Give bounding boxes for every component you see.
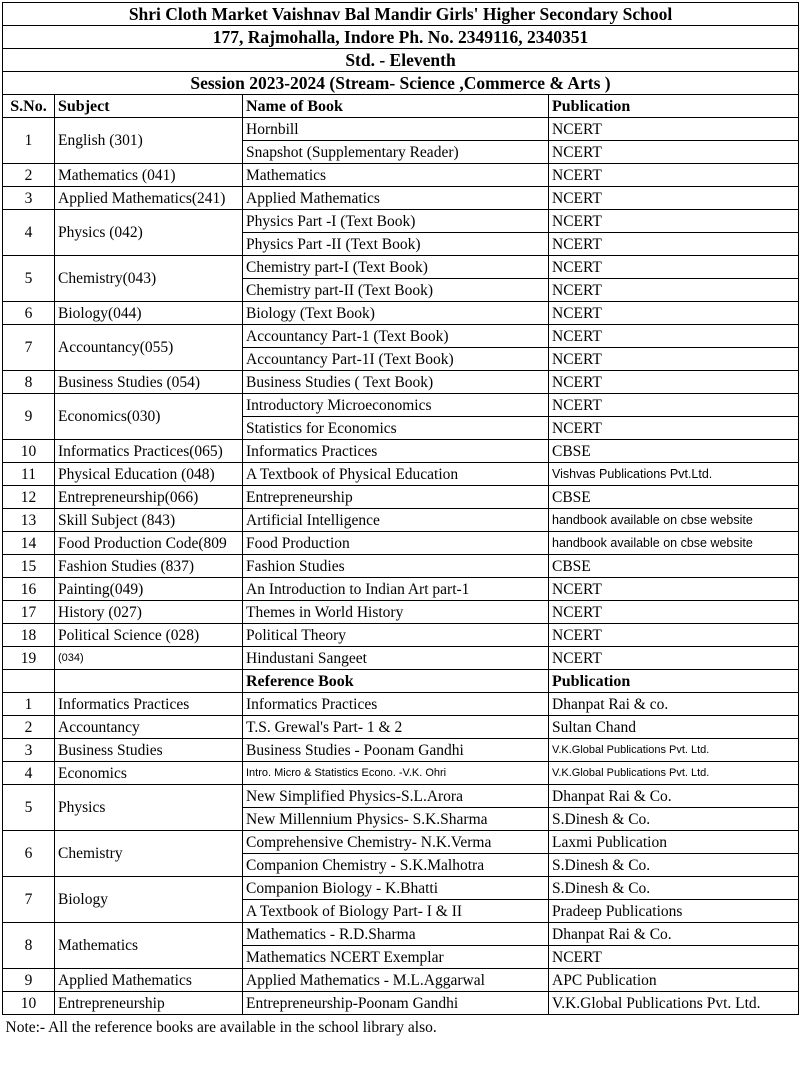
reference-publication-header: Publication <box>549 670 799 693</box>
serial-number: 3 <box>3 739 55 762</box>
serial-number: 5 <box>3 785 55 831</box>
serial-number: 17 <box>3 601 55 624</box>
serial-number: 2 <box>3 716 55 739</box>
serial-number: 9 <box>3 394 55 440</box>
reference-book-row <box>3 693 799 716</box>
book-name: Mathematics - R.D.Sharma <box>243 923 549 946</box>
publication-name: NCERT <box>549 578 799 601</box>
book-name: An Introduction to Indian Art part-1 <box>243 578 549 601</box>
serial-number: 8 <box>3 923 55 969</box>
publication-name: S.Dinesh & Co. <box>549 877 799 900</box>
textbook-row <box>3 624 799 647</box>
column-header-row <box>3 95 799 118</box>
book-name: New Simplified Physics-S.L.Arora <box>243 785 549 808</box>
serial-number: 19 <box>3 647 55 670</box>
serial-number: 18 <box>3 624 55 647</box>
publication-name: NCERT <box>549 164 799 187</box>
subject-name: Economics <box>55 762 243 785</box>
serial-number: 6 <box>3 831 55 877</box>
serial-number: 4 <box>3 762 55 785</box>
publication-name: Pradeep Publications <box>549 900 799 923</box>
serial-number: 1 <box>3 693 55 716</box>
subject-name: Skill Subject (843) <box>55 509 243 532</box>
book-name: Business Studies - Poonam Gandhi <box>243 739 549 762</box>
book-name: Political Theory <box>243 624 549 647</box>
book-name: Chemistry part-I (Text Book) <box>243 256 549 279</box>
publication-name: NCERT <box>549 394 799 417</box>
book-name: New Millennium Physics- S.K.Sharma <box>243 808 549 831</box>
subject-name: Food Production Code(809 <box>55 532 243 555</box>
serial-number: 9 <box>3 969 55 992</box>
subject-name: Mathematics (041) <box>55 164 243 187</box>
book-name: Accountancy Part-1 (Text Book) <box>243 325 549 348</box>
publication-name: NCERT <box>549 417 799 440</box>
subject-header: Subject <box>55 95 243 118</box>
subject-name: Accountancy(055) <box>55 325 243 371</box>
book-name: A Textbook of Physical Education <box>243 463 549 486</box>
book-name: Entrepreneurship-Poonam Gandhi <box>243 992 549 1015</box>
serial-number: 12 <box>3 486 55 509</box>
book-name: Informatics Practices <box>243 693 549 716</box>
reference-book-row <box>3 831 799 854</box>
publication-name: NCERT <box>549 302 799 325</box>
publication-name: Sultan Chand <box>549 716 799 739</box>
textbook-row <box>3 486 799 509</box>
subject-name: Physical Education (048) <box>55 463 243 486</box>
publication-name: Dhanpat Rai & Co. <box>549 785 799 808</box>
book-name: Intro. Micro & Statistics Econo. -V.K. Ohri <box>243 762 549 785</box>
note-row <box>3 1015 799 1040</box>
publication-name: Dhanpat Rai & Co. <box>549 923 799 946</box>
reference-book-row <box>3 716 799 739</box>
reference-book-row <box>3 739 799 762</box>
publication-name: V.K.Global Publications Pvt. Ltd. <box>549 992 799 1015</box>
book-name: Hindustani Sangeet <box>243 647 549 670</box>
textbook-row <box>3 187 799 210</box>
publication-name: V.K.Global Publications Pvt. Ltd. <box>549 739 799 762</box>
publication-name: NCERT <box>549 118 799 141</box>
publication-name: NCERT <box>549 371 799 394</box>
school-address: 177, Rajmohalla, Indore Ph. No. 2349116, 2340351 <box>3 26 799 49</box>
book-name: Accountancy Part-1I (Text Book) <box>243 348 549 371</box>
textbook-row <box>3 371 799 394</box>
publication-name: NCERT <box>549 279 799 302</box>
book-name: Applied Mathematics <box>243 187 549 210</box>
reference-book-row <box>3 877 799 900</box>
publication-name: NCERT <box>549 601 799 624</box>
publication-name: S.Dinesh & Co. <box>549 808 799 831</box>
subject-name: Fashion Studies (837) <box>55 555 243 578</box>
publication-name: CBSE <box>549 486 799 509</box>
publication-name: NCERT <box>549 325 799 348</box>
serial-number: 4 <box>3 210 55 256</box>
book-name: Fashion Studies <box>243 555 549 578</box>
publication-name: NCERT <box>549 348 799 371</box>
publication-name: Vishvas Publications Pvt.Ltd. <box>549 463 799 486</box>
reference-book-row <box>3 923 799 946</box>
textbook-row <box>3 118 799 141</box>
subject-name: Entrepreneurship(066) <box>55 486 243 509</box>
serial-number: 15 <box>3 555 55 578</box>
subject-name: Informatics Practices(065) <box>55 440 243 463</box>
reference-book-row <box>3 785 799 808</box>
reference-book-header: Reference Book <box>243 670 549 693</box>
sno-header: S.No. <box>3 95 55 118</box>
publication-name: V.K.Global Publications Pvt. Ltd. <box>549 762 799 785</box>
book-name: A Textbook of Biology Part- I & II <box>243 900 549 923</box>
textbook-row <box>3 210 799 233</box>
booklist-table <box>2 2 799 1039</box>
subject-name: Accountancy <box>55 716 243 739</box>
reference-sno-header <box>3 670 55 693</box>
book-name: Business Studies ( Text Book) <box>243 371 549 394</box>
publication-name: Dhanpat Rai & co. <box>549 693 799 716</box>
school-name: Shri Cloth Market Vaishnav Bal Mandir Girls' Higher Secondary School <box>3 3 799 26</box>
publication-name: NCERT <box>549 233 799 256</box>
school-name-row <box>3 3 799 26</box>
serial-number: 11 <box>3 463 55 486</box>
publication-name: Laxmi Publication <box>549 831 799 854</box>
publication-header: Publication <box>549 95 799 118</box>
session-row <box>3 72 799 95</box>
textbook-row <box>3 256 799 279</box>
textbook-row <box>3 555 799 578</box>
reference-book-row <box>3 992 799 1015</box>
publication-name: CBSE <box>549 440 799 463</box>
book-name: Comprehensive Chemistry- N.K.Verma <box>243 831 549 854</box>
reference-subject-header <box>55 670 243 693</box>
publication-name: APC Publication <box>549 969 799 992</box>
library-note: Note:- All the reference books are available in the school library also. <box>5 1018 437 1036</box>
book-name: Physics Part -I (Text Book) <box>243 210 549 233</box>
serial-number: 8 <box>3 371 55 394</box>
book-header: Name of Book <box>243 95 549 118</box>
subject-name: English (301) <box>55 118 243 164</box>
textbook-row <box>3 164 799 187</box>
subject-name: Business Studies (054) <box>55 371 243 394</box>
subject-name: Physics <box>55 785 243 831</box>
subject-name: Applied Mathematics(241) <box>55 187 243 210</box>
standard-title: Std. - Eleventh <box>3 49 799 72</box>
textbook-row <box>3 578 799 601</box>
book-name: Chemistry part-II (Text Book) <box>243 279 549 302</box>
subject-name: Economics(030) <box>55 394 243 440</box>
serial-number: 5 <box>3 256 55 302</box>
textbook-row <box>3 647 799 670</box>
book-name: Companion Chemistry - S.K.Malhotra <box>243 854 549 877</box>
subject-name: Informatics Practices <box>55 693 243 716</box>
subject-name: Biology <box>55 877 243 923</box>
subject-name: Political Science (028) <box>55 624 243 647</box>
serial-number: 3 <box>3 187 55 210</box>
subject-name: Chemistry(043) <box>55 256 243 302</box>
publication-name: NCERT <box>549 210 799 233</box>
serial-number: 6 <box>3 302 55 325</box>
textbook-row <box>3 532 799 555</box>
book-name: Statistics for Economics <box>243 417 549 440</box>
subject-name: Physics (042) <box>55 210 243 256</box>
school-address-row <box>3 26 799 49</box>
book-name: Themes in World History <box>243 601 549 624</box>
serial-number: 10 <box>3 992 55 1015</box>
publication-name: NCERT <box>549 624 799 647</box>
serial-number: 10 <box>3 440 55 463</box>
booklist-body <box>3 3 799 1040</box>
textbook-row <box>3 302 799 325</box>
book-name: Companion Biology - K.Bhatti <box>243 877 549 900</box>
serial-number: 16 <box>3 578 55 601</box>
textbook-row <box>3 463 799 486</box>
publication-name: handbook available on cbse website <box>549 509 799 532</box>
subject-name: Business Studies <box>55 739 243 762</box>
publication-name: NCERT <box>549 141 799 164</box>
serial-number: 1 <box>3 118 55 164</box>
textbook-row <box>3 325 799 348</box>
book-name: Biology (Text Book) <box>243 302 549 325</box>
publication-name: NCERT <box>549 647 799 670</box>
serial-number: 7 <box>3 877 55 923</box>
subject-name: Chemistry <box>55 831 243 877</box>
serial-number: 2 <box>3 164 55 187</box>
publication-name: NCERT <box>549 187 799 210</box>
subject-name: Applied Mathematics <box>55 969 243 992</box>
publication-name: CBSE <box>549 555 799 578</box>
book-name: Food Production <box>243 532 549 555</box>
subject-name: Entrepreneurship <box>55 992 243 1015</box>
publication-name: NCERT <box>549 256 799 279</box>
textbook-row <box>3 601 799 624</box>
subject-name: History (027) <box>55 601 243 624</box>
book-name: Artificial Intelligence <box>243 509 549 532</box>
textbook-row <box>3 394 799 417</box>
textbook-row <box>3 440 799 463</box>
subject-name: (034) <box>55 647 243 670</box>
serial-number: 7 <box>3 325 55 371</box>
publication-name: S.Dinesh & Co. <box>549 854 799 877</box>
book-name: Introductory Microeconomics <box>243 394 549 417</box>
session-title: Session 2023-2024 (Stream- Science ,Commerce & Arts ) <box>3 72 799 95</box>
book-name: Snapshot (Supplementary Reader) <box>243 141 549 164</box>
serial-number: 13 <box>3 509 55 532</box>
reference-header-row <box>3 670 799 693</box>
book-name: T.S. Grewal's Part- 1 & 2 <box>243 716 549 739</box>
book-name: Physics Part -II (Text Book) <box>243 233 549 256</box>
book-name: Entrepreneurship <box>243 486 549 509</box>
reference-book-row <box>3 969 799 992</box>
book-name: Mathematics NCERT Exemplar <box>243 946 549 969</box>
subject-name: Mathematics <box>55 923 243 969</box>
publication-name: handbook available on cbse website <box>549 532 799 555</box>
book-name: Hornbill <box>243 118 549 141</box>
serial-number: 14 <box>3 532 55 555</box>
book-name: Informatics Practices <box>243 440 549 463</box>
subject-name: Painting(049) <box>55 578 243 601</box>
booklist-sheet <box>2 2 798 1039</box>
book-name: Applied Mathematics - M.L.Aggarwal <box>243 969 549 992</box>
publication-name: NCERT <box>549 946 799 969</box>
reference-book-row <box>3 762 799 785</box>
book-name: Mathematics <box>243 164 549 187</box>
standard-row <box>3 49 799 72</box>
textbook-row <box>3 509 799 532</box>
subject-name: Biology(044) <box>55 302 243 325</box>
